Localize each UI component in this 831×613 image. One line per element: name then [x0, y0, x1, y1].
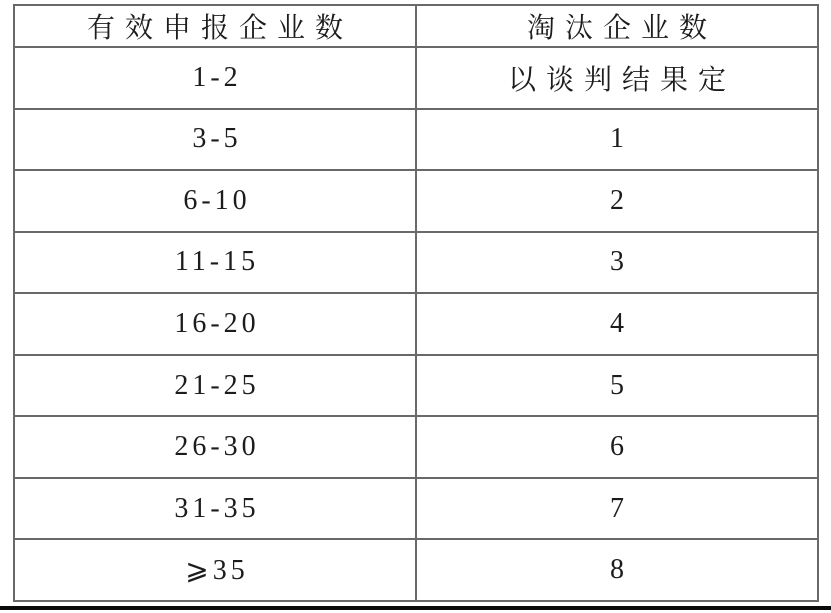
table-row — [14, 232, 818, 294]
table-row — [14, 293, 818, 355]
table-header-row — [14, 5, 818, 47]
table-cell: 5 — [416, 355, 818, 417]
table-cell: 7 — [416, 478, 818, 540]
table-cell: 16-20 — [14, 293, 416, 355]
table-row — [14, 539, 818, 601]
table-row — [14, 478, 818, 540]
table-cell: 1-2 — [14, 47, 416, 109]
table-cell: 21-25 — [14, 355, 416, 417]
table-cell: 6 — [416, 416, 818, 478]
table-cell: ⩾35 — [14, 539, 416, 601]
elimination-count-table-wrap — [13, 4, 819, 602]
table-cell: 11-15 — [14, 232, 416, 294]
table-cell: 26-30 — [14, 416, 416, 478]
table-row — [14, 109, 818, 171]
table-cell: 2 — [416, 170, 818, 232]
table-cell: 6-10 — [14, 170, 416, 232]
table-cell: 以谈判结果定 — [416, 47, 818, 109]
table-cell: 4 — [416, 293, 818, 355]
page-bottom-rule — [0, 606, 831, 610]
table-row — [14, 170, 818, 232]
table-cell: 3-5 — [14, 109, 416, 171]
table-row — [14, 416, 818, 478]
table-row — [14, 355, 818, 417]
elimination-count-table — [13, 4, 819, 602]
column-header-eliminated: 淘汰企业数 — [416, 5, 818, 47]
column-header-valid-applicants: 有效申报企业数 — [14, 5, 416, 47]
table-cell: 1 — [416, 109, 818, 171]
table-row — [14, 47, 818, 109]
table-cell: 31-35 — [14, 478, 416, 540]
table-cell: 8 — [416, 539, 818, 601]
table-cell: 3 — [416, 232, 818, 294]
